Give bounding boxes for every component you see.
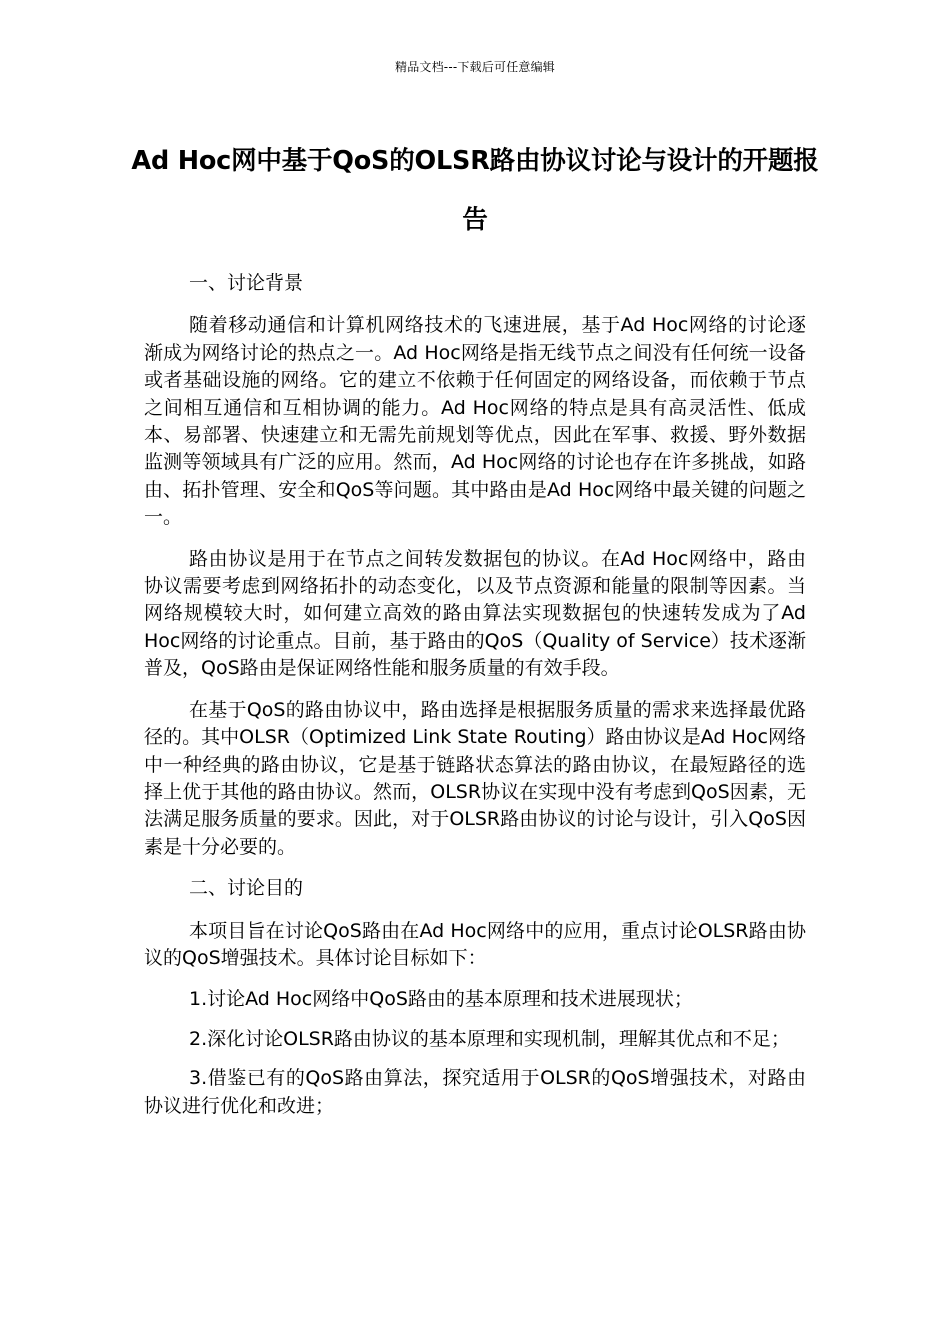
document-body — [144, 270, 806, 1132]
document-title: Ad Hoc网中基于QoS的OLSR路由协议讨论与设计的开题报告 — [131, 146, 819, 235]
paragraph-background-1: 随着移动通信和计算机网络技术的飞速进展，基于Ad Hoc网络的讨论逐渐成为网络讨论的热点之一。Ad Hoc网络是指无线节点之间没有任何统一设备或者基础设施的网络。它的建立不依赖于任何固定的网络设备，而依赖于节点之间相互通信和互相协调的能力。Ad Hoc网络的特点是具有高灵活性、低成本、易部署、快速建立和无需先前规划等优点，因此在军事、救援、野外数据监测等领域具有广泛的应用。然而，Ad Hoc网络的讨论也存在许多挑战，如路由、拓扑管理、安全和QoS等问题。其中路由是Ad Hoc网络中最关键的问题之一。 — [144, 314, 806, 529]
section-heading-purpose: 二、讨论目的 — [189, 877, 304, 900]
paragraph-purpose-intro: 本项目旨在讨论QoS路由在Ad Hoc网络中的应用，重点讨论OLSR路由协议的QoS增强技术。具体讨论目标如下： — [144, 919, 806, 969]
list-item-goal-3: 3.借鉴已有的QoS路由算法，探究适用于OLSR的QoS增强技术，对路由协议进行优化和改进； — [144, 1067, 806, 1117]
list-item-goal-2: 2.深化讨论OLSR路由协议的基本原理和实现机制，理解其优点和不足； — [189, 1027, 790, 1050]
paragraph-background-3: 在基于QoS的路由协议中，路由选择是根据服务质量的需求来选择最优路径的。其中OLSR（Optimized Link State Routing）路由协议是Ad Hoc网络中一种经典的路由协议，它是基于链路状态算法的路由协议，在最短路径的选择上优于其他的路由协议。然而，OLSR协议在实现中没有考虑到QoS因素，无法满足服务质量的要求。因此，对于OLSR路由协议的讨论与设计，引入QoS因素是十分必要的。 — [144, 698, 806, 858]
paragraph-background-2: 路由协议是用于在节点之间转发数据包的协议。在Ad Hoc网络中，路由协议需要考虑到网络拓扑的动态变化，以及节点资源和能量的限制等因素。当网络规模较大时，如何建立高效的路由算法实现数据包的快速转发成为了Ad Hoc网络的讨论重点。目前，基于路由的QoS（Quality of Service）技术逐渐普及，QoS路由是保证网络性能和服务质量的有效手段。 — [144, 547, 806, 680]
list-item-goal-1: 1.讨论Ad Hoc网络中QoS路由的基本原理和技术进展现状； — [189, 988, 693, 1011]
header-note: 精品文档---下载后可任意编辑 — [395, 60, 555, 74]
section-heading-background: 一、讨论背景 — [189, 272, 304, 294]
